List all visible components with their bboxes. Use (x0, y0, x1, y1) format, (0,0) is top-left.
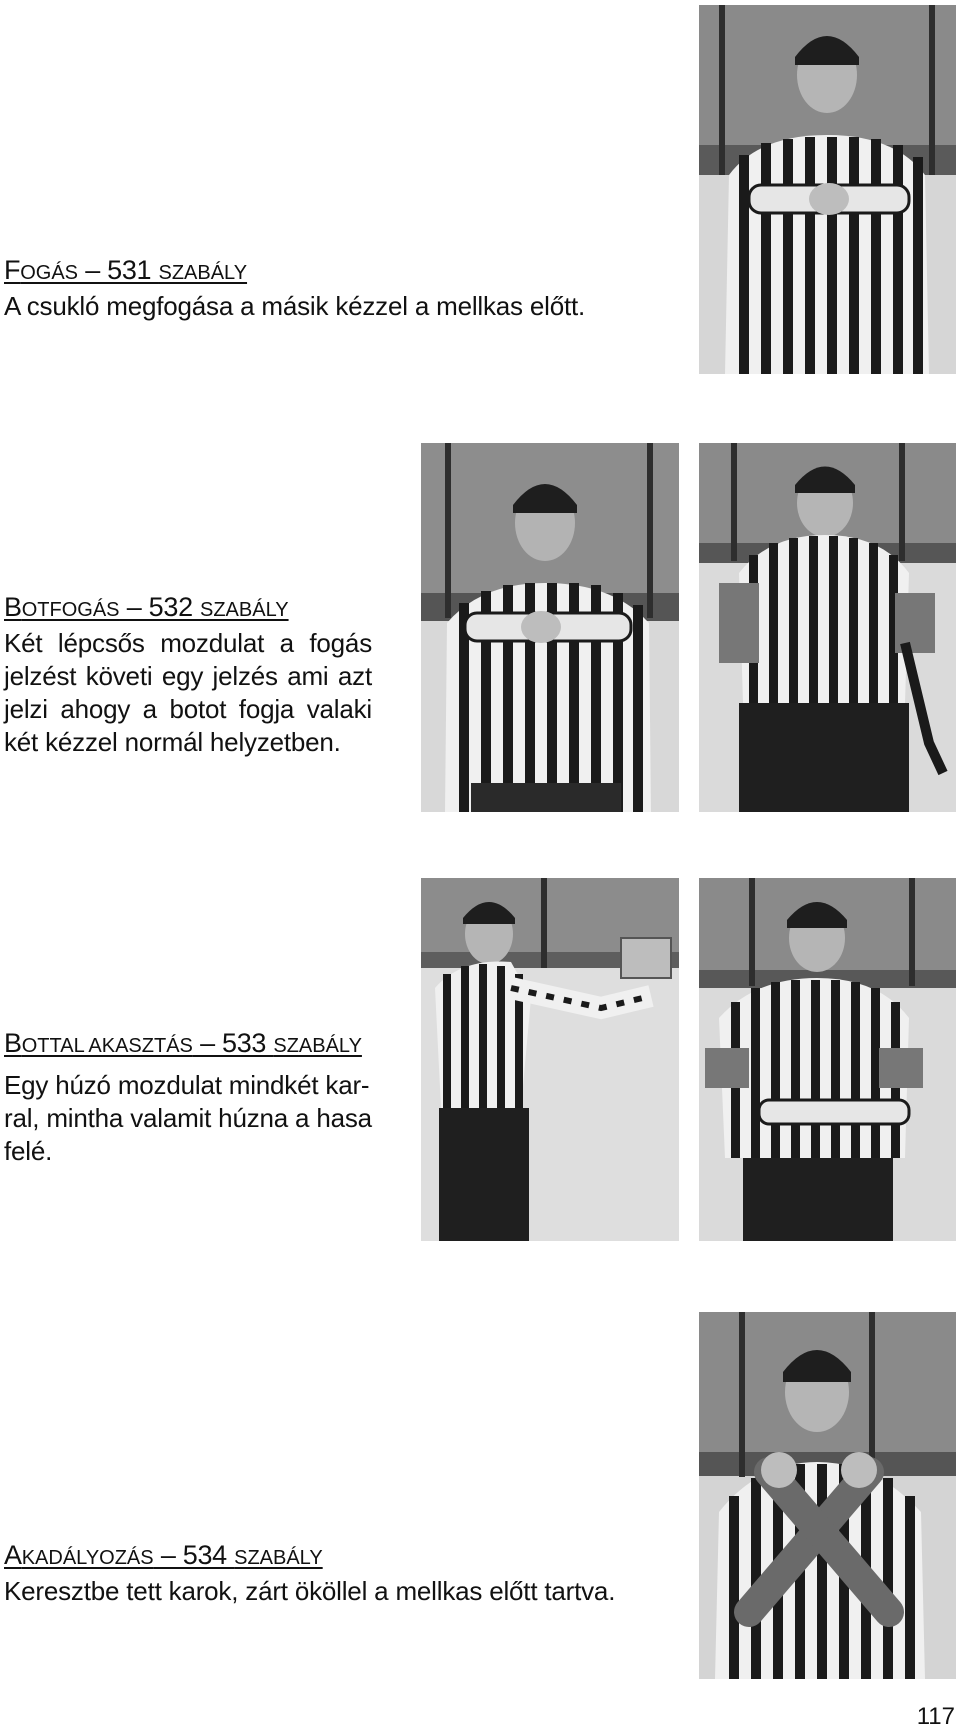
referee-photo-533-step-2 (699, 878, 956, 1241)
referee-photo-531 (699, 5, 956, 374)
referee-photo-532-step-1 (421, 443, 679, 812)
description-533: Egy húzó mozdulat mindkét kar-ral, mintha valamit húzna a hasa felé. (4, 1070, 372, 1166)
heading-531: FOGÁS – 531 SZABÁLY (4, 255, 248, 285)
section-532 (4, 590, 372, 759)
description-532: Két lépcsős mozdulat a fogás jelzést követi egy jelzés ami azt jelzi ahogy a botot fogja valaki két kézzel normál helyzetben. (4, 628, 372, 757)
referee-photo-533-step-1 (421, 878, 679, 1241)
referee-photo-534 (699, 1312, 956, 1679)
section-531 (4, 253, 644, 323)
description-534: Keresztbe tett karok, zárt ököllel a mellkas előtt tartva. (4, 1576, 616, 1606)
heading-532: BOTFOGÁS – 532 SZABÁLY (4, 592, 289, 622)
referee-photo-532-step-2 (699, 443, 956, 812)
heading-534: AKADÁLYOZÁS – 534 SZABÁLY (4, 1540, 323, 1570)
page-number: 117 (916, 1703, 955, 1730)
description-531: A csukló megfogása a másik kézzel a mellkas előtt. (4, 291, 586, 321)
heading-533: BOTTAL AKASZTÁS – 533 SZABÁLY (4, 1028, 362, 1058)
section-533 (4, 1026, 372, 1168)
section-534 (4, 1538, 694, 1608)
